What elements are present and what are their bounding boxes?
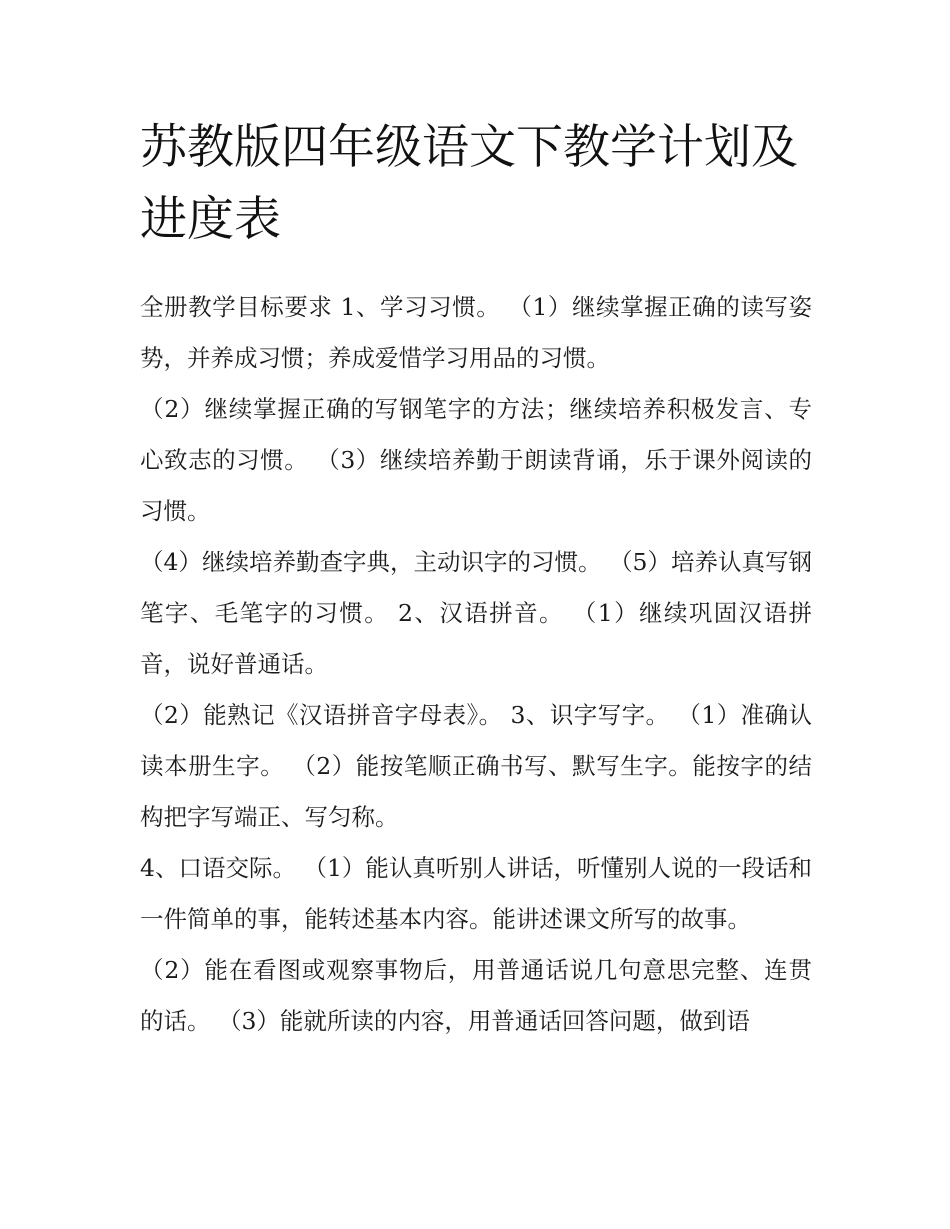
paragraph: （2）能在看图或观察事物后，用普通话说几句意思完整、连贯的话。 （3）能就所读的内容，用普通话回答问题，做到语 bbox=[140, 956, 812, 1035]
paragraph: （2）能熟记《汉语拼音字母表》。 3、识字写字。 （1）准确认读本册生字。 （2）能按笔顺正确书写、默写生字。能按字的结构把字写端正、写匀称。 bbox=[140, 701, 812, 831]
document-title: 苏教版四年级语文下教学计划及进度表 bbox=[140, 120, 798, 247]
paragraph: （4）继续培养勤查字典，主动识字的习惯。 （5）培养认真写钢笔字、毛笔字的习惯。 2、汉语拼音。 （1）继续巩固汉语拼音，说好普通话。 bbox=[140, 548, 812, 678]
paragraph: 全册教学目标要求 1、学习习惯。 （1）继续掌握正确的读写姿势，并养成习惯；养成爱惜学习用品的习惯。 bbox=[140, 293, 812, 372]
document-page bbox=[140, 112, 812, 1047]
paragraph: 4、口语交际。 （1）能认真听别人讲话，听懂别人说的一段话和一件简单的事，能转述基本内容。能讲述课文所写的故事。 bbox=[140, 854, 812, 933]
paragraph: （2）继续掌握正确的写钢笔字的方法；继续培养积极发言、专心致志的习惯。 （3）继续培养勤于朗读背诵，乐于课外阅读的习惯。 bbox=[140, 395, 812, 525]
document-body bbox=[140, 282, 812, 1047]
